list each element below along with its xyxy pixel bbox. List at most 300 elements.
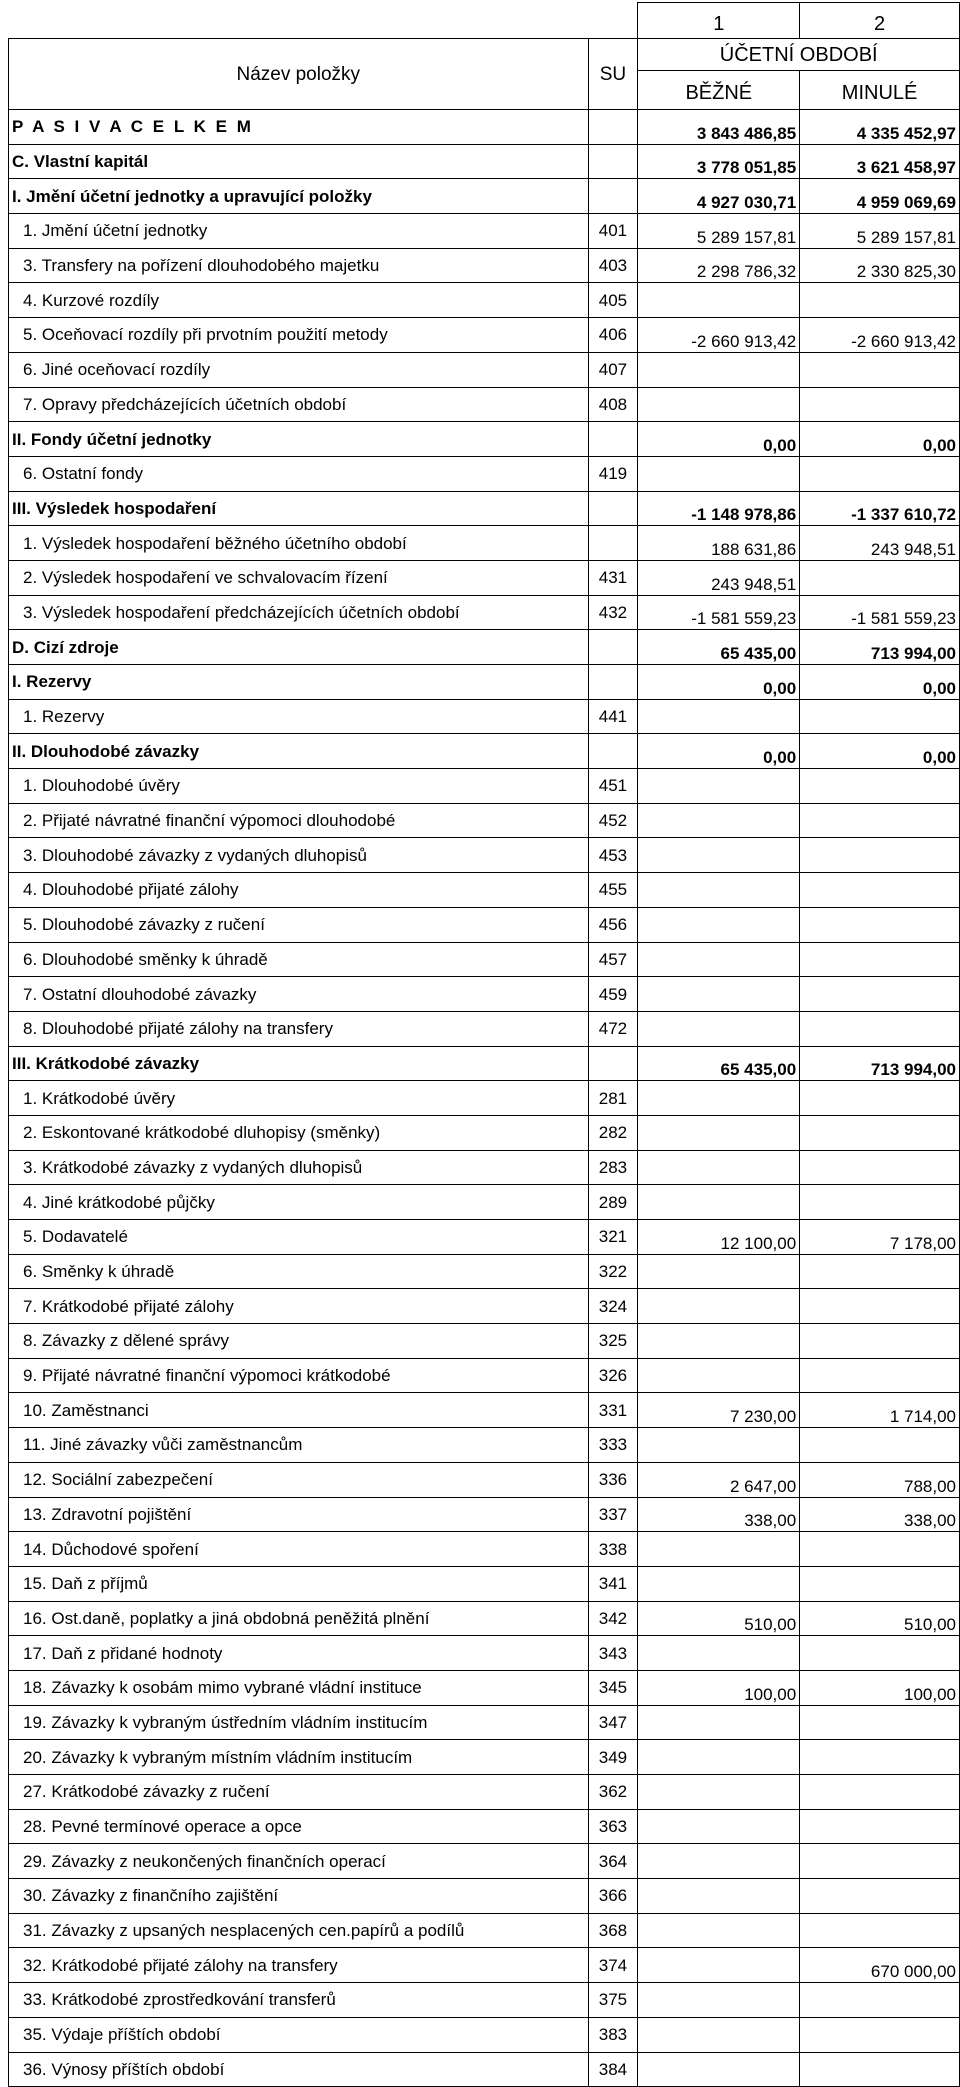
liabilities-table [8, 2, 960, 2087]
su-cell [588, 734, 638, 769]
current-period-cell [638, 283, 800, 318]
table-row [9, 1497, 960, 1532]
table-row [9, 214, 960, 249]
previous-period-cell: 713 994,00 [800, 630, 960, 665]
table-row [9, 179, 960, 214]
table-row [9, 1358, 960, 1393]
previous-period-cell [800, 1566, 960, 1601]
current-period-cell: -1 148 978,86 [638, 491, 800, 526]
su-cell: 403 [588, 248, 638, 283]
current-period-cell [638, 1289, 800, 1324]
su-cell: 362 [588, 1775, 638, 1810]
table-row [9, 699, 960, 734]
current-period-cell [638, 1809, 800, 1844]
su-cell: 336 [588, 1462, 638, 1497]
previous-period-cell [800, 1844, 960, 1879]
su-cell: 368 [588, 1913, 638, 1948]
table-row [9, 907, 960, 942]
col-number-1: 1 [638, 3, 800, 39]
su-cell: 338 [588, 1532, 638, 1567]
table-row [9, 1254, 960, 1289]
previous-period-cell [800, 456, 960, 491]
su-cell [588, 422, 638, 457]
table-row [9, 1393, 960, 1428]
current-period-cell [638, 873, 800, 908]
item-name-cell: 4. Dlouhodobé přijaté zálohy [9, 873, 589, 908]
previous-period-cell [800, 1081, 960, 1116]
item-name-header: Název položky [9, 39, 589, 110]
table-row [9, 1844, 960, 1879]
previous-period-cell: 0,00 [800, 422, 960, 457]
item-name-cell: 17. Daň z přidané hodnoty [9, 1636, 589, 1671]
su-cell: 374 [588, 1948, 638, 1983]
su-cell: 331 [588, 1393, 638, 1428]
su-cell: 451 [588, 769, 638, 804]
su-cell: 366 [588, 1879, 638, 1914]
previous-period-cell [800, 387, 960, 422]
current-period-cell [638, 1913, 800, 1948]
table-row [9, 1324, 960, 1359]
current-period-cell [638, 769, 800, 804]
item-name-cell: 1. Krátkodobé úvěry [9, 1081, 589, 1116]
previous-period-cell: 670 000,00 [800, 1948, 960, 1983]
su-cell: 431 [588, 560, 638, 595]
current-period-cell: 12 100,00 [638, 1220, 800, 1255]
item-name-cell: 3. Transfery na pořízení dlouhodobého majetku [9, 248, 589, 283]
item-name-cell: P A S I V A C E L K E M [9, 110, 589, 145]
previous-period-cell: -1 581 559,23 [800, 595, 960, 630]
su-cell: 326 [588, 1358, 638, 1393]
item-name-cell: 4. Jiné krátkodobé půjčky [9, 1185, 589, 1220]
previous-period-cell [800, 1879, 960, 1914]
su-cell: 375 [588, 1983, 638, 2018]
item-name-cell: 3. Krátkodobé závazky z vydaných dluhopisů [9, 1150, 589, 1185]
su-cell: 432 [588, 595, 638, 630]
current-period-cell: 100,00 [638, 1670, 800, 1705]
item-name-cell: 6. Ostatní fondy [9, 456, 589, 491]
previous-period-cell [800, 1775, 960, 1810]
current-period-cell: 65 435,00 [638, 630, 800, 665]
current-period-cell [638, 1358, 800, 1393]
su-cell: 337 [588, 1497, 638, 1532]
header-blank [9, 3, 589, 39]
su-cell [588, 110, 638, 145]
su-cell: 405 [588, 283, 638, 318]
su-cell: 453 [588, 838, 638, 873]
previous-period-cell [800, 1254, 960, 1289]
su-cell [588, 1046, 638, 1081]
su-cell: 341 [588, 1566, 638, 1601]
table-row [9, 1913, 960, 1948]
current-period-cell: 3 778 051,85 [638, 144, 800, 179]
item-name-cell: 5. Dodavatelé [9, 1220, 589, 1255]
table-row [9, 1601, 960, 1636]
previous-period-cell [800, 977, 960, 1012]
previous-period-cell: 0,00 [800, 665, 960, 700]
item-name-cell: 5. Oceňovací rozdíly při prvotním použití metody [9, 318, 589, 353]
table-header [9, 3, 960, 110]
table-row [9, 1705, 960, 1740]
table-row [9, 1983, 960, 2018]
item-name-cell: 35. Výdaje příštích období [9, 2017, 589, 2052]
current-period-cell: 7 230,00 [638, 1393, 800, 1428]
current-period-cell: 2 647,00 [638, 1462, 800, 1497]
item-name-cell: 28. Pevné termínové operace a opce [9, 1809, 589, 1844]
previous-period-cell [800, 1983, 960, 2018]
current-period-cell [638, 1011, 800, 1046]
table-row [9, 352, 960, 387]
su-cell: 347 [588, 1705, 638, 1740]
table-row [9, 630, 960, 665]
item-name-cell: 6. Směnky k úhradě [9, 1254, 589, 1289]
item-name-cell: 13. Zdravotní pojištění [9, 1497, 589, 1532]
current-period-cell [638, 1983, 800, 2018]
current-period-cell [638, 1948, 800, 1983]
current-period-cell: 5 289 157,81 [638, 214, 800, 249]
table-row [9, 318, 960, 353]
previous-period-cell [800, 1289, 960, 1324]
su-cell [588, 526, 638, 561]
current-period-cell [638, 1879, 800, 1914]
current-period-cell [638, 1844, 800, 1879]
previous-period-cell: 1 714,00 [800, 1393, 960, 1428]
previous-period-cell [800, 1532, 960, 1567]
table-row [9, 803, 960, 838]
item-name-cell: 2. Eskontované krátkodobé dluhopisy (směnky) [9, 1115, 589, 1150]
previous-period-cell [800, 1011, 960, 1046]
previous-period-cell: 338,00 [800, 1497, 960, 1532]
current-period-cell [638, 1115, 800, 1150]
table-row [9, 2017, 960, 2052]
item-name-cell: III. Krátkodobé závazky [9, 1046, 589, 1081]
item-name-cell: II. Dlouhodobé závazky [9, 734, 589, 769]
previous-period-cell [800, 352, 960, 387]
table-row [9, 977, 960, 1012]
su-cell: 283 [588, 1150, 638, 1185]
su-cell: 343 [588, 1636, 638, 1671]
item-name-cell: 32. Krátkodobé přijaté zálohy na transfery [9, 1948, 589, 1983]
table-row [9, 1011, 960, 1046]
table-row [9, 110, 960, 145]
item-name-cell: 27. Krátkodobé závazky z ručení [9, 1775, 589, 1810]
su-cell: 459 [588, 977, 638, 1012]
table-row [9, 769, 960, 804]
table-row [9, 1046, 960, 1081]
balance-sheet [8, 2, 960, 2087]
table-row [9, 283, 960, 318]
previous-period-cell: 3 621 458,97 [800, 144, 960, 179]
item-name-cell: 3. Dlouhodobé závazky z vydaných dluhopisů [9, 838, 589, 873]
item-name-cell: 20. Závazky k vybraným místním vládním institucím [9, 1740, 589, 1775]
table-row [9, 1115, 960, 1150]
current-period-cell [638, 2017, 800, 2052]
current-period-cell: 0,00 [638, 422, 800, 457]
item-name-cell: 16. Ost.daně, poplatky a jiná obdobná peněžitá plnění [9, 1601, 589, 1636]
item-name-cell: 19. Závazky k vybraným ústředním vládním institucím [9, 1705, 589, 1740]
current-period-cell [638, 352, 800, 387]
item-name-cell: 6. Dlouhodobé směnky k úhradě [9, 942, 589, 977]
previous-period-cell [800, 1705, 960, 1740]
su-cell: 364 [588, 1844, 638, 1879]
item-name-cell: 1. Rezervy [9, 699, 589, 734]
item-name-cell: III. Výsledek hospodaření [9, 491, 589, 526]
item-name-cell: 7. Ostatní dlouhodobé závazky [9, 977, 589, 1012]
previous-period-cell [800, 769, 960, 804]
previous-period-cell [800, 1913, 960, 1948]
item-name-cell: 18. Závazky k osobám mimo vybrané vládní instituce [9, 1670, 589, 1705]
previous-period-cell [800, 1428, 960, 1463]
table-row [9, 1775, 960, 1810]
item-name-cell: 4. Kurzové rozdíly [9, 283, 589, 318]
previous-period-cell: 788,00 [800, 1462, 960, 1497]
previous-period-header: MINULÉ [800, 71, 960, 110]
item-name-cell: 12. Sociální zabezpečení [9, 1462, 589, 1497]
previous-period-cell: 510,00 [800, 1601, 960, 1636]
current-period-cell [638, 699, 800, 734]
su-cell: 282 [588, 1115, 638, 1150]
item-name-cell: 2. Výsledek hospodaření ve schvalovacím řízení [9, 560, 589, 595]
item-name-cell: D. Cizí zdroje [9, 630, 589, 665]
table-row [9, 1740, 960, 1775]
table-row [9, 665, 960, 700]
table-row [9, 873, 960, 908]
item-name-cell: 14. Důchodové spoření [9, 1532, 589, 1567]
previous-period-cell [800, 1324, 960, 1359]
item-name-cell: 7. Krátkodobé přijaté zálohy [9, 1289, 589, 1324]
su-cell: 457 [588, 942, 638, 977]
item-name-cell: 3. Výsledek hospodaření předcházejících účetních období [9, 595, 589, 630]
current-period-cell [638, 1532, 800, 1567]
current-period-cell: 188 631,86 [638, 526, 800, 561]
previous-period-cell: 4 335 452,97 [800, 110, 960, 145]
current-period-cell [638, 1740, 800, 1775]
item-name-cell: I. Rezervy [9, 665, 589, 700]
current-period-cell [638, 456, 800, 491]
current-period-cell: 0,00 [638, 665, 800, 700]
col-number-2: 2 [800, 3, 960, 39]
current-period-cell [638, 1705, 800, 1740]
item-name-cell: 36. Výnosy příštích období [9, 2052, 589, 2087]
previous-period-cell: 5 289 157,81 [800, 214, 960, 249]
item-name-cell: 15. Daň z příjmů [9, 1566, 589, 1601]
su-cell: 281 [588, 1081, 638, 1116]
current-period-cell [638, 2052, 800, 2087]
su-cell: 406 [588, 318, 638, 353]
previous-period-cell [800, 699, 960, 734]
current-period-cell [638, 1081, 800, 1116]
previous-period-cell: 7 178,00 [800, 1220, 960, 1255]
su-cell: 456 [588, 907, 638, 942]
table-row [9, 248, 960, 283]
previous-period-cell [800, 838, 960, 873]
previous-period-cell [800, 803, 960, 838]
header-blank [588, 3, 638, 39]
su-cell [588, 665, 638, 700]
table-row [9, 1185, 960, 1220]
header-row-numbers [9, 3, 960, 39]
table-row [9, 144, 960, 179]
previous-period-cell [800, 2052, 960, 2087]
su-cell: 407 [588, 352, 638, 387]
current-period-cell [638, 1566, 800, 1601]
item-name-cell: 7. Opravy předcházejících účetních období [9, 387, 589, 422]
current-period-cell [638, 1775, 800, 1810]
su-header: SU [588, 39, 638, 110]
table-row [9, 942, 960, 977]
current-period-cell: 338,00 [638, 1497, 800, 1532]
previous-period-cell [800, 942, 960, 977]
su-cell [588, 179, 638, 214]
su-cell: 419 [588, 456, 638, 491]
current-period-cell [638, 838, 800, 873]
current-period-cell: -2 660 913,42 [638, 318, 800, 353]
su-cell: 333 [588, 1428, 638, 1463]
previous-period-cell [800, 1809, 960, 1844]
previous-period-cell [800, 1740, 960, 1775]
previous-period-cell [800, 283, 960, 318]
current-period-header: BĚŽNÉ [638, 71, 800, 110]
table-row [9, 1081, 960, 1116]
table-body [9, 110, 960, 2087]
table-row [9, 526, 960, 561]
current-period-cell: 3 843 486,85 [638, 110, 800, 145]
item-name-cell: 2. Přijaté návratné finanční výpomoci dlouhodobé [9, 803, 589, 838]
su-cell: 349 [588, 1740, 638, 1775]
table-row [9, 2052, 960, 2087]
su-cell: 363 [588, 1809, 638, 1844]
su-cell [588, 491, 638, 526]
item-name-cell: C. Vlastní kapitál [9, 144, 589, 179]
table-row [9, 560, 960, 595]
current-period-cell: 0,00 [638, 734, 800, 769]
previous-period-cell [800, 907, 960, 942]
su-cell: 401 [588, 214, 638, 249]
item-name-cell: I. Jmění účetní jednotky a upravující položky [9, 179, 589, 214]
table-row [9, 838, 960, 873]
item-name-cell: 5. Dlouhodobé závazky z ručení [9, 907, 589, 942]
item-name-cell: 33. Krátkodobé zprostředkování transferů [9, 1983, 589, 2018]
previous-period-cell [800, 1185, 960, 1220]
table-row [9, 1809, 960, 1844]
previous-period-cell: 243 948,51 [800, 526, 960, 561]
current-period-cell [638, 942, 800, 977]
previous-period-cell: 713 994,00 [800, 1046, 960, 1081]
item-name-cell: 1. Dlouhodobé úvěry [9, 769, 589, 804]
table-row [9, 387, 960, 422]
su-cell: 325 [588, 1324, 638, 1359]
current-period-cell [638, 907, 800, 942]
current-period-cell [638, 1324, 800, 1359]
table-row [9, 1462, 960, 1497]
item-name-cell: 1. Výsledek hospodaření běžného účetního období [9, 526, 589, 561]
current-period-cell [638, 387, 800, 422]
previous-period-cell: -2 660 913,42 [800, 318, 960, 353]
current-period-cell [638, 1636, 800, 1671]
item-name-cell: 31. Závazky z upsaných nesplacených cen.papírů a podílů [9, 1913, 589, 1948]
previous-period-cell [800, 1636, 960, 1671]
table-row [9, 595, 960, 630]
su-cell: 321 [588, 1220, 638, 1255]
table-row [9, 1670, 960, 1705]
table-row [9, 1532, 960, 1567]
previous-period-cell: 100,00 [800, 1670, 960, 1705]
table-row [9, 1428, 960, 1463]
su-cell [588, 144, 638, 179]
su-cell: 408 [588, 387, 638, 422]
item-name-cell: 29. Závazky z neukončených finančních operací [9, 1844, 589, 1879]
previous-period-cell [800, 873, 960, 908]
table-row [9, 1636, 960, 1671]
item-name-cell: 8. Závazky z dělené správy [9, 1324, 589, 1359]
item-name-cell: II. Fondy účetní jednotky [9, 422, 589, 457]
current-period-cell: 510,00 [638, 1601, 800, 1636]
header-row-period [9, 39, 960, 71]
current-period-cell: 65 435,00 [638, 1046, 800, 1081]
table-row [9, 1879, 960, 1914]
table-row [9, 734, 960, 769]
su-cell: 342 [588, 1601, 638, 1636]
su-cell [588, 630, 638, 665]
su-cell: 322 [588, 1254, 638, 1289]
current-period-cell: 4 927 030,71 [638, 179, 800, 214]
item-name-cell: 30. Závazky z finančního zajištění [9, 1879, 589, 1914]
previous-period-cell: 4 959 069,69 [800, 179, 960, 214]
current-period-cell [638, 803, 800, 838]
current-period-cell: -1 581 559,23 [638, 595, 800, 630]
table-row [9, 456, 960, 491]
item-name-cell: 1. Jmění účetní jednotky [9, 214, 589, 249]
table-row [9, 422, 960, 457]
table-row [9, 1150, 960, 1185]
current-period-cell: 243 948,51 [638, 560, 800, 595]
item-name-cell: 6. Jiné oceňovací rozdíly [9, 352, 589, 387]
previous-period-cell: 2 330 825,30 [800, 248, 960, 283]
current-period-cell [638, 1254, 800, 1289]
previous-period-cell: -1 337 610,72 [800, 491, 960, 526]
su-cell: 289 [588, 1185, 638, 1220]
previous-period-cell: 0,00 [800, 734, 960, 769]
table-row [9, 1566, 960, 1601]
item-name-cell: 11. Jiné závazky vůči zaměstnancům [9, 1428, 589, 1463]
table-row [9, 1289, 960, 1324]
current-period-cell: 2 298 786,32 [638, 248, 800, 283]
table-row [9, 1220, 960, 1255]
su-cell: 452 [588, 803, 638, 838]
previous-period-cell [800, 1358, 960, 1393]
current-period-cell [638, 1150, 800, 1185]
su-cell: 441 [588, 699, 638, 734]
table-row [9, 1948, 960, 1983]
current-period-cell [638, 1185, 800, 1220]
su-cell: 472 [588, 1011, 638, 1046]
su-cell: 383 [588, 2017, 638, 2052]
accounting-period-header: ÚČETNÍ OBDOBÍ [638, 39, 960, 71]
table-row [9, 491, 960, 526]
previous-period-cell [800, 2017, 960, 2052]
item-name-cell: 9. Přijaté návratné finanční výpomoci krátkodobé [9, 1358, 589, 1393]
su-cell: 455 [588, 873, 638, 908]
item-name-cell: 10. Zaměstnanci [9, 1393, 589, 1428]
previous-period-cell [800, 1150, 960, 1185]
current-period-cell [638, 977, 800, 1012]
current-period-cell [638, 1428, 800, 1463]
su-cell: 324 [588, 1289, 638, 1324]
previous-period-cell [800, 1115, 960, 1150]
su-cell: 384 [588, 2052, 638, 2087]
su-cell: 345 [588, 1670, 638, 1705]
item-name-cell: 8. Dlouhodobé přijaté zálohy na transfery [9, 1011, 589, 1046]
previous-period-cell [800, 560, 960, 595]
